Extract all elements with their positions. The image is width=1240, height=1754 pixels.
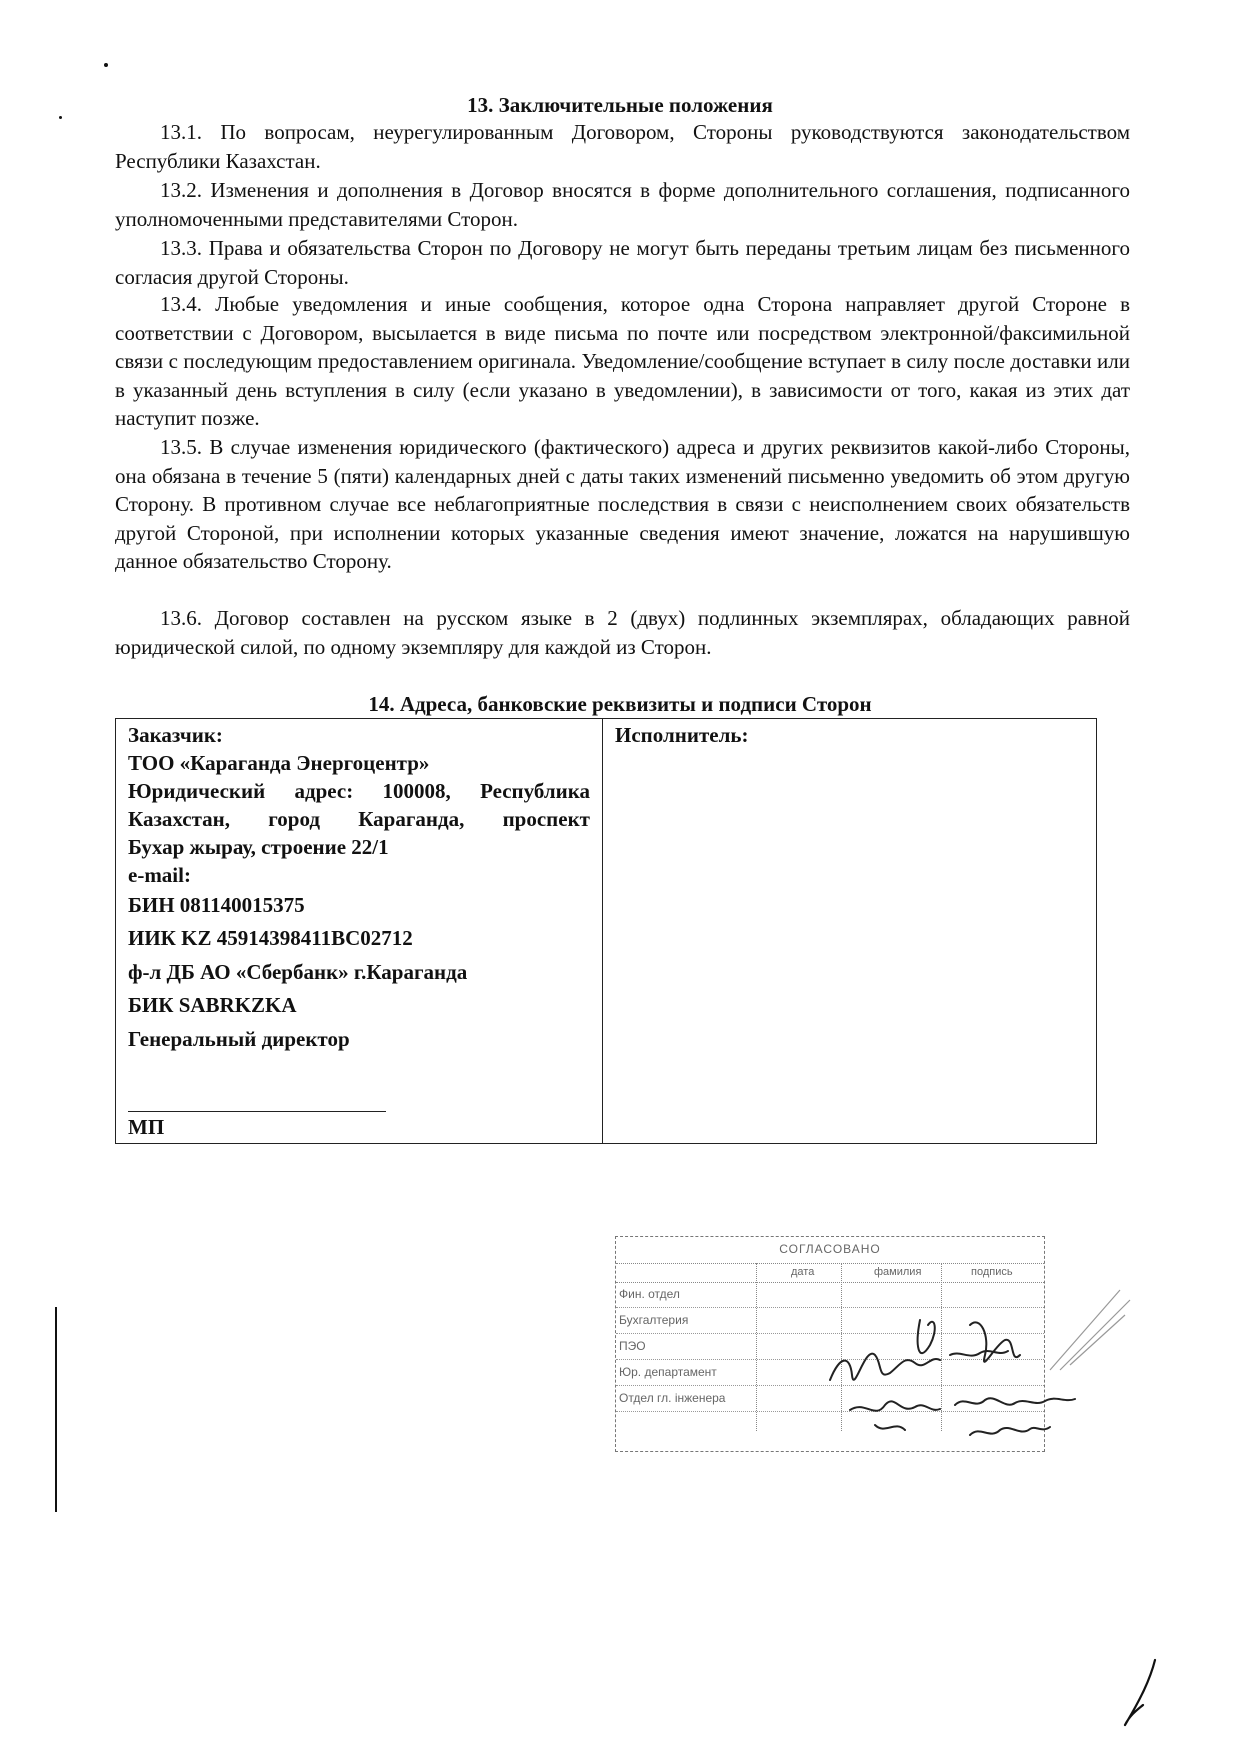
- customer-address-line-3: Бухар жырау, строение 22/1: [128, 835, 389, 859]
- approval-row-label: Бухгалтерия: [619, 1313, 689, 1327]
- paragraph-13-1: 13.1. По вопросам, неурегулированным Договором, Стороны руководствуются законодательством Республики Казахстан.: [115, 120, 1130, 173]
- signature-line: [128, 1111, 386, 1112]
- contractor-cell: [603, 719, 1096, 1143]
- customer-iik: ИИК KZ 45914398411BC02712: [128, 926, 413, 950]
- paragraph-13-5: 13.5. В случае изменения юридического (фактического) адреса и других реквизитов какой-либо Стороны, она обязана в течение 5 (пяти) календарных дней с даты таких изменений письменно уведомить об этом другую Сторону. В противном случае все неблагоприятные последствия в связи с неисполнением своих обязательств другой Стороной, при исполнении которых указанные сведения имеют значение, ложатся на нарушившую данное обязательство Сторону.: [115, 435, 1130, 574]
- initial-mark: [1115, 1655, 1170, 1735]
- customer-email: e-mail:: [128, 863, 191, 887]
- paragraph-13-3: 13.3. Права и обязательства Сторон по Договору не могут быть переданы третьим лицам без письменного согласия другой Стороны.: [115, 236, 1130, 289]
- approval-column-surname: фамилия: [874, 1266, 922, 1278]
- customer-position: Генеральный директор: [128, 1027, 350, 1051]
- customer-address-line-2: Казахстан, город Караганда, проспект: [128, 807, 590, 831]
- customer-bik: БИК SABRKZKA: [128, 993, 297, 1017]
- approval-row-label: Юр. департамент: [619, 1365, 717, 1379]
- section-14-title: 14. Адреса, банковские реквизиты и подписи Сторон: [368, 692, 872, 716]
- approval-row-label: ПЭО: [619, 1339, 646, 1353]
- pencil-scribble: [1040, 1270, 1140, 1380]
- customer-name: ТОО «Караганда Энергоцентр»: [128, 751, 430, 775]
- approval-stamp-header-row: [616, 1263, 1044, 1283]
- approval-row-label: Отдел гл. інженера: [619, 1391, 726, 1405]
- requisites-table: [115, 718, 1097, 1144]
- customer-cell: [116, 719, 603, 1143]
- scan-margin-line: [55, 1307, 57, 1512]
- approval-row-label: Фин. отдел: [619, 1287, 680, 1301]
- customer-address-line-1: Юридический адрес: 100008, Республика: [128, 779, 590, 803]
- scan-dot: [104, 63, 108, 67]
- paragraph-13-4: 13.4. Любые уведомления и иные сообщения, которое одна Сторона направляет другой Стороне в соответствии с Договором, высылается в виде письма по почте или посредством электронной/факсимильной связи с последующим предоставлением оригинала. Уведомление/сообщение вступает в силу после доставки или в указанный день вступления в силу (если указано в уведомлении), в зависимости от того, какая из этих дат наступит позже.: [115, 292, 1130, 431]
- scan-dot: [59, 116, 62, 119]
- contractor-heading: Исполнитель:: [615, 723, 749, 747]
- approval-column-signature: подпись: [971, 1266, 1013, 1278]
- section-13-title: 13. Заключительные положения: [467, 93, 773, 117]
- approval-column-date: дата: [791, 1266, 815, 1278]
- customer-bin: БИН 081140015375: [128, 893, 305, 917]
- customer-heading: Заказчик:: [128, 723, 223, 747]
- approval-stamp-title: СОГЛАСОВАНО: [779, 1242, 881, 1256]
- paragraph-13-6: 13.6. Договор составлен на русском языке в 2 (двух) подлинных экземплярах, обладающих равной юридической силой, по одному экземпляру для каждой из Сторон.: [115, 606, 1130, 659]
- stamp-label: МП: [128, 1115, 165, 1139]
- paragraph-13-2: 13.2. Изменения и дополнения в Договор вносятся в форме дополнительного соглашения, подписанного уполномоченными представителями Сторон.: [115, 178, 1130, 231]
- customer-bank: ф-л ДБ АО «Сбербанк» г.Караганда: [128, 960, 468, 984]
